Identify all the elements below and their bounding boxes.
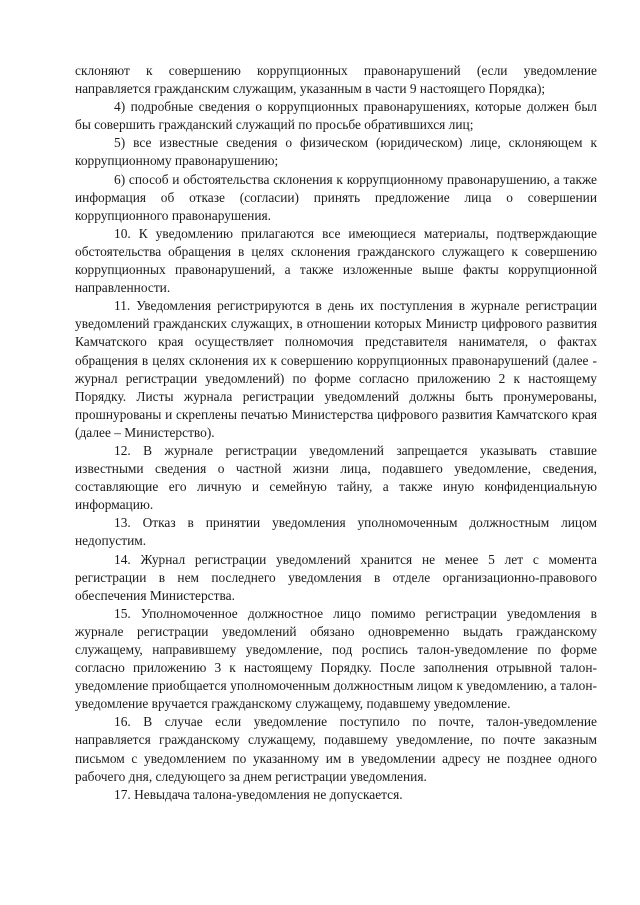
paragraph-clause-11: 11. Уведомления регистрируются в день их поступления в журнале регистрации уведомлений гражданских служащих, в отношении которых Министр цифрового развития Камчатского края осуществляет полномочия представителя нанимателя, о фактах обращения в целях склонения их к совершению коррупционных правонарушений (далее - журнал регистрации уведомлений) по форме согласно приложению 2 к настоящему Порядку. Листы журнала регистрации уведомлений должны быть пронумерованы, прошнурованы и скреплены печатью Министерства цифрового развития Камчатского края (далее – Министерство). [75, 298, 597, 440]
document-body [75, 62, 597, 804]
paragraph-clause-14: 14. Журнал регистрации уведомлений хранится не менее 5 лет с момента регистрации в нем последнего уведомления в отделе организационно-правового обеспечения Министерства. [75, 551, 597, 603]
paragraph-clause-17: 17. Невыдача талона-уведомления не допускается. [114, 786, 403, 802]
paragraph-clause-10: 10. К уведомлению прилагаются все имеющиеся материалы, подтверждающие обстоятельства обращения в целях склонения гражданского служащего к совершению коррупционных правонарушений, а также изложенные выше факты коррупционной направленности. [75, 225, 597, 296]
paragraph-continuation: склоняют к совершению коррупционных правонарушений (если уведомление направляется гражданским служащим, указанным в части 9 настоящего Порядка); [75, 63, 597, 97]
paragraph-item-6: 6) способ и обстоятельства склонения к коррупционному правонарушению, а также информация об отказе (согласии) принять предложение лица о совершении коррупционного правонарушения. [75, 171, 597, 223]
paragraph-item-4: 4) подробные сведения о коррупционных правонарушениях, которые должен был бы совершить гражданский служащий по просьбе обратившихся лиц; [75, 99, 597, 133]
paragraph-clause-12: 12. В журнале регистрации уведомлений запрещается указывать ставшие известными сведения о частной жизни лица, подавшего уведомление, сведения, составляющие его личную и семейную тайну, а также иную конфиденциальную информацию. [75, 442, 597, 513]
paragraph-clause-15: 15. Уполномоченное должностное лицо помимо регистрации уведомления в журнале регистрации уведомлений обязано одновременно выдать гражданскому служащему, направившему уведомление, под роспись талон-уведомление по форме согласно приложению 3 к настоящему Порядку. После заполнения отрывной талон-уведомление приобщается уполномоченным должностным лицом к уведомлению, а талон-уведомление вручается гражданскому служащему, подавшему уведомление. [75, 605, 597, 712]
paragraph-clause-13: 13. Отказ в принятии уведомления уполномоченным должностным лицом недопустим. [75, 515, 597, 549]
paragraph-item-5: 5) все известные сведения о физическом (юридическом) лице, склоняющем к коррупционному правонарушению; [75, 135, 597, 169]
paragraph-clause-16: 16. В случае если уведомление поступило по почте, талон-уведомление направляется гражданскому служащему, подавшему уведомление, по почте заказным письмом с уведомлением по указанному им в уведомлении адресу не позднее одного рабочего дня, следующего за днем регистрации уведомления. [75, 714, 597, 784]
